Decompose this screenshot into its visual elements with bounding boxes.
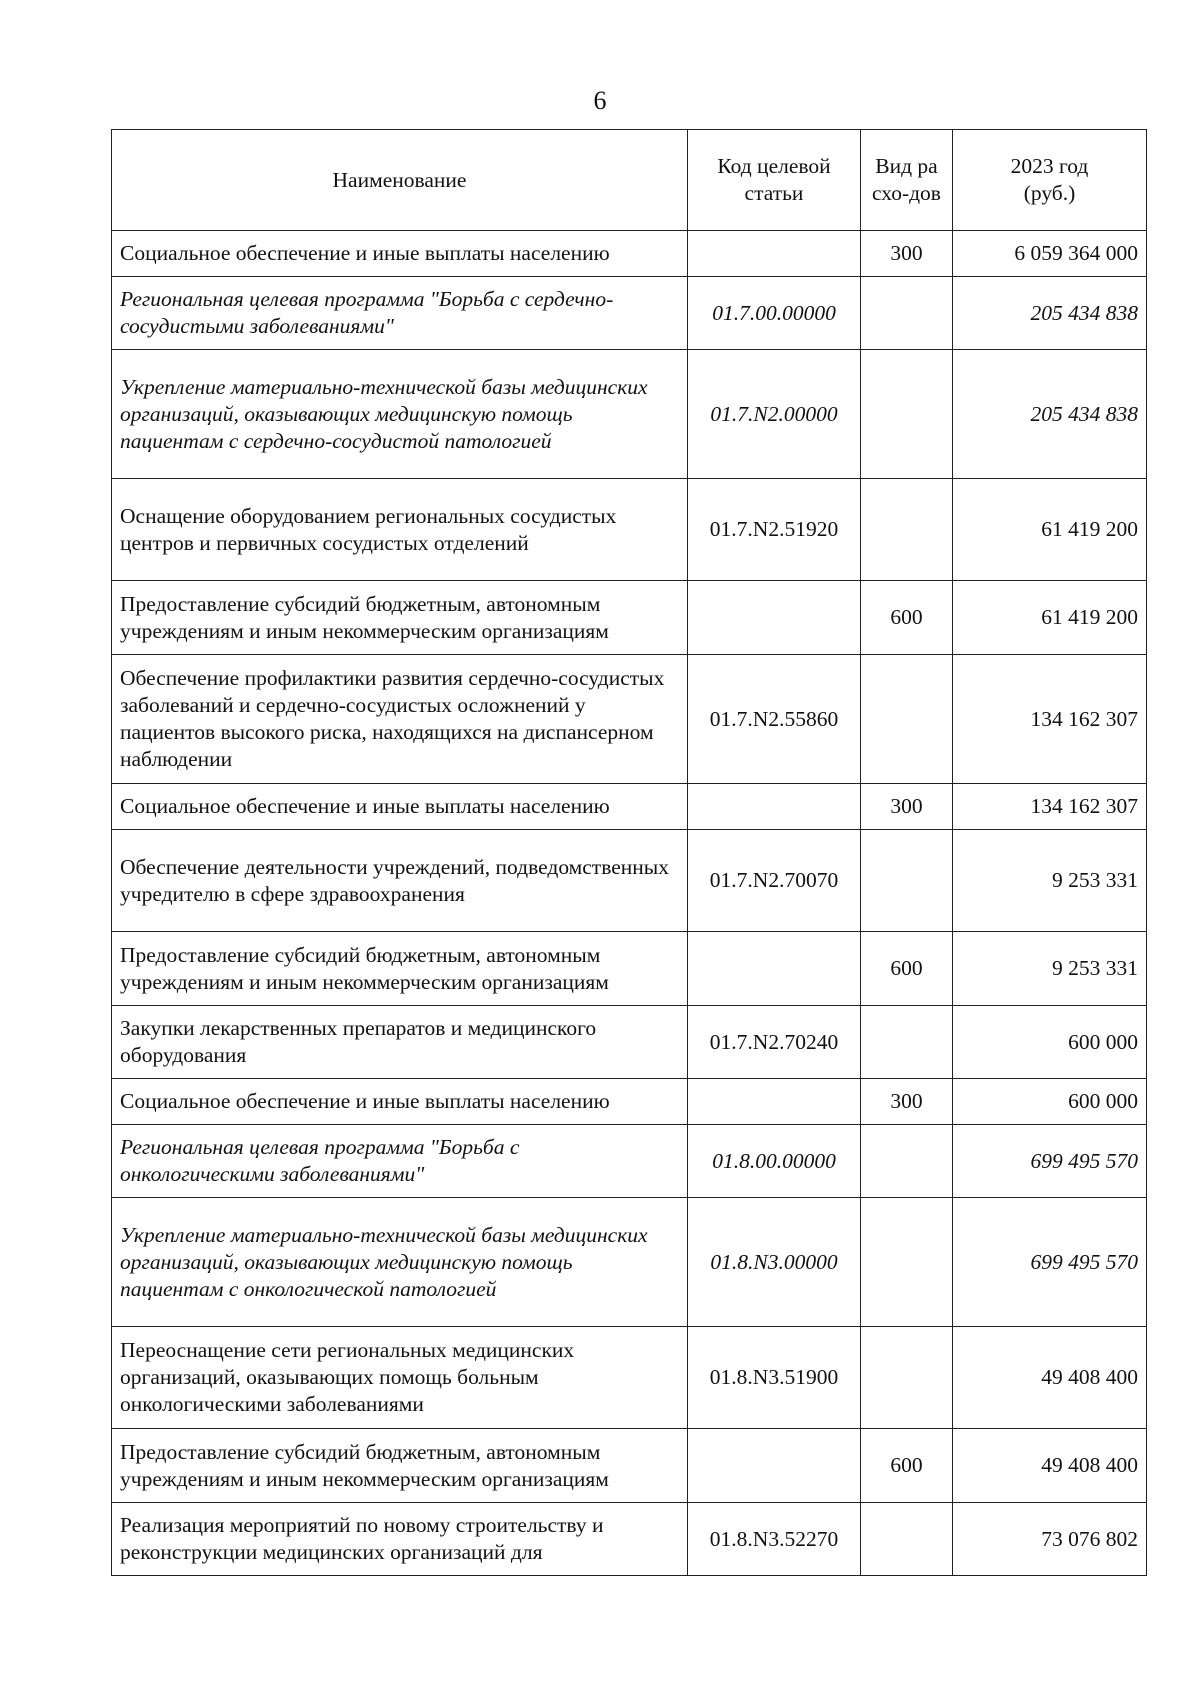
row-amount-cell: 73 076 802	[953, 1503, 1147, 1576]
row-kind-cell: 300	[861, 231, 953, 277]
row-code-cell: 01.8.00.00000	[688, 1125, 861, 1198]
table-row	[112, 1429, 1147, 1503]
row-amount-cell: 205 434 838	[953, 350, 1147, 479]
row-kind-cell	[861, 1327, 953, 1429]
budget-table	[111, 129, 1147, 1576]
row-name-cell: Обеспечение профилактики развития сердечно-сосудистых заболеваний и сердечно-сосудистых осложнений у пациентов высокого риска, находящихся на диспансерном наблюдении	[112, 655, 688, 784]
row-amount-cell: 205 434 838	[953, 277, 1147, 350]
table-header-row	[112, 130, 1147, 231]
row-code-cell: 01.7.N2.00000	[688, 350, 861, 479]
table-row	[112, 830, 1147, 932]
row-amount-cell: 49 408 400	[953, 1327, 1147, 1429]
row-amount-cell: 134 162 307	[953, 655, 1147, 784]
row-kind-cell	[861, 1503, 953, 1576]
row-name-cell: Предоставление субсидий бюджетным, автономным учреждениям и иным некоммерческим организациям	[112, 932, 688, 1006]
row-code-cell	[688, 231, 861, 277]
row-kind-cell	[861, 277, 953, 350]
row-code-cell	[688, 932, 861, 1006]
header-kind-text: Вид расхо-дов	[872, 154, 941, 205]
row-amount-cell: 699 495 570	[953, 1198, 1147, 1327]
row-name-cell: Региональная целевая программа "Борьба с сердечно-сосудистыми заболеваниями"	[112, 277, 688, 350]
row-code-cell: 01.7.N2.55860	[688, 655, 861, 784]
row-name-cell: Укрепление материально-технической базы медицинских организаций, оказывающих медицинскую помощь пациентам с онкологической патологией	[112, 1198, 688, 1327]
row-kind-cell	[861, 1198, 953, 1327]
table-row	[112, 350, 1147, 479]
row-kind-cell	[861, 479, 953, 581]
table-row	[112, 784, 1147, 830]
row-name-cell: Переоснащение сети региональных медицинских организаций, оказывающих помощь больным онкологическими заболеваниями	[112, 1327, 688, 1429]
row-amount-cell: 61 419 200	[953, 581, 1147, 655]
row-name-cell: Социальное обеспечение и иные выплаты населению	[112, 231, 688, 277]
row-amount-cell: 134 162 307	[953, 784, 1147, 830]
row-kind-cell: 300	[861, 784, 953, 830]
table-body	[112, 231, 1147, 1576]
row-code-cell	[688, 784, 861, 830]
table-row	[112, 1006, 1147, 1079]
table-row	[112, 479, 1147, 581]
row-name-cell: Реализация мероприятий по новому строительству и реконструкции медицинских организаций для	[112, 1503, 688, 1576]
row-kind-cell	[861, 655, 953, 784]
row-kind-cell: 300	[861, 1079, 953, 1125]
row-amount-cell: 61 419 200	[953, 479, 1147, 581]
table-row	[112, 231, 1147, 277]
header-code	[688, 130, 861, 231]
row-kind-cell: 600	[861, 581, 953, 655]
header-amount	[953, 130, 1147, 231]
row-name-cell: Региональная целевая программа "Борьба с онкологическими заболеваниями"	[112, 1125, 688, 1198]
row-name-cell: Социальное обеспечение и иные выплаты населению	[112, 1079, 688, 1125]
header-name: Наименование	[112, 130, 688, 231]
table-row	[112, 1198, 1147, 1327]
row-name-cell: Предоставление субсидий бюджетным, автономным учреждениям и иным некоммерческим организациям	[112, 1429, 688, 1503]
row-kind-cell: 600	[861, 1429, 953, 1503]
row-kind-cell	[861, 1125, 953, 1198]
row-amount-cell: 49 408 400	[953, 1429, 1147, 1503]
row-code-cell: 01.8.N3.51900	[688, 1327, 861, 1429]
row-amount-cell: 6 059 364 000	[953, 231, 1147, 277]
table-row	[112, 581, 1147, 655]
header-code-text: Код целевой статьи	[717, 154, 831, 205]
row-code-cell: 01.7.N2.70070	[688, 830, 861, 932]
row-amount-cell: 699 495 570	[953, 1125, 1147, 1198]
table-row	[112, 655, 1147, 784]
row-name-cell: Оснащение оборудованием региональных сосудистых центров и первичных сосудистых отделений	[112, 479, 688, 581]
row-kind-cell	[861, 1006, 953, 1079]
row-amount-cell: 9 253 331	[953, 932, 1147, 1006]
row-name-cell: Социальное обеспечение и иные выплаты населению	[112, 784, 688, 830]
table-row	[112, 1079, 1147, 1125]
row-name-cell: Укрепление материально-технической базы медицинских организаций, оказывающих медицинскую помощь пациентам с сердечно-сосудистой патологией	[112, 350, 688, 479]
table-row	[112, 1503, 1147, 1576]
row-code-cell	[688, 1429, 861, 1503]
row-kind-cell	[861, 350, 953, 479]
row-code-cell: 01.7.N2.70240	[688, 1006, 861, 1079]
row-name-cell: Предоставление субсидий бюджетным, автономным учреждениям и иным некоммерческим организациям	[112, 581, 688, 655]
table-row	[112, 1125, 1147, 1198]
row-code-cell: 01.8.N3.52270	[688, 1503, 861, 1576]
header-kind	[861, 130, 953, 231]
table-row	[112, 277, 1147, 350]
row-kind-cell: 600	[861, 932, 953, 1006]
row-code-cell: 01.7.N2.51920	[688, 479, 861, 581]
table-row	[112, 1327, 1147, 1429]
table-row	[112, 932, 1147, 1006]
row-code-cell: 01.8.N3.00000	[688, 1198, 861, 1327]
row-name-cell: Обеспечение деятельности учреждений, подведомственных учредителю в сфере здравоохранения	[112, 830, 688, 932]
row-code-cell	[688, 581, 861, 655]
row-code-cell: 01.7.00.00000	[688, 277, 861, 350]
row-amount-cell: 600 000	[953, 1079, 1147, 1125]
row-kind-cell	[861, 830, 953, 932]
row-code-cell	[688, 1079, 861, 1125]
page-number: 6	[593, 86, 607, 115]
row-amount-cell: 600 000	[953, 1006, 1147, 1079]
header-amount-text: 2023 год (руб.)	[1010, 154, 1089, 205]
row-name-cell: Закупки лекарственных препаратов и медицинского оборудования	[112, 1006, 688, 1079]
row-amount-cell: 9 253 331	[953, 830, 1147, 932]
